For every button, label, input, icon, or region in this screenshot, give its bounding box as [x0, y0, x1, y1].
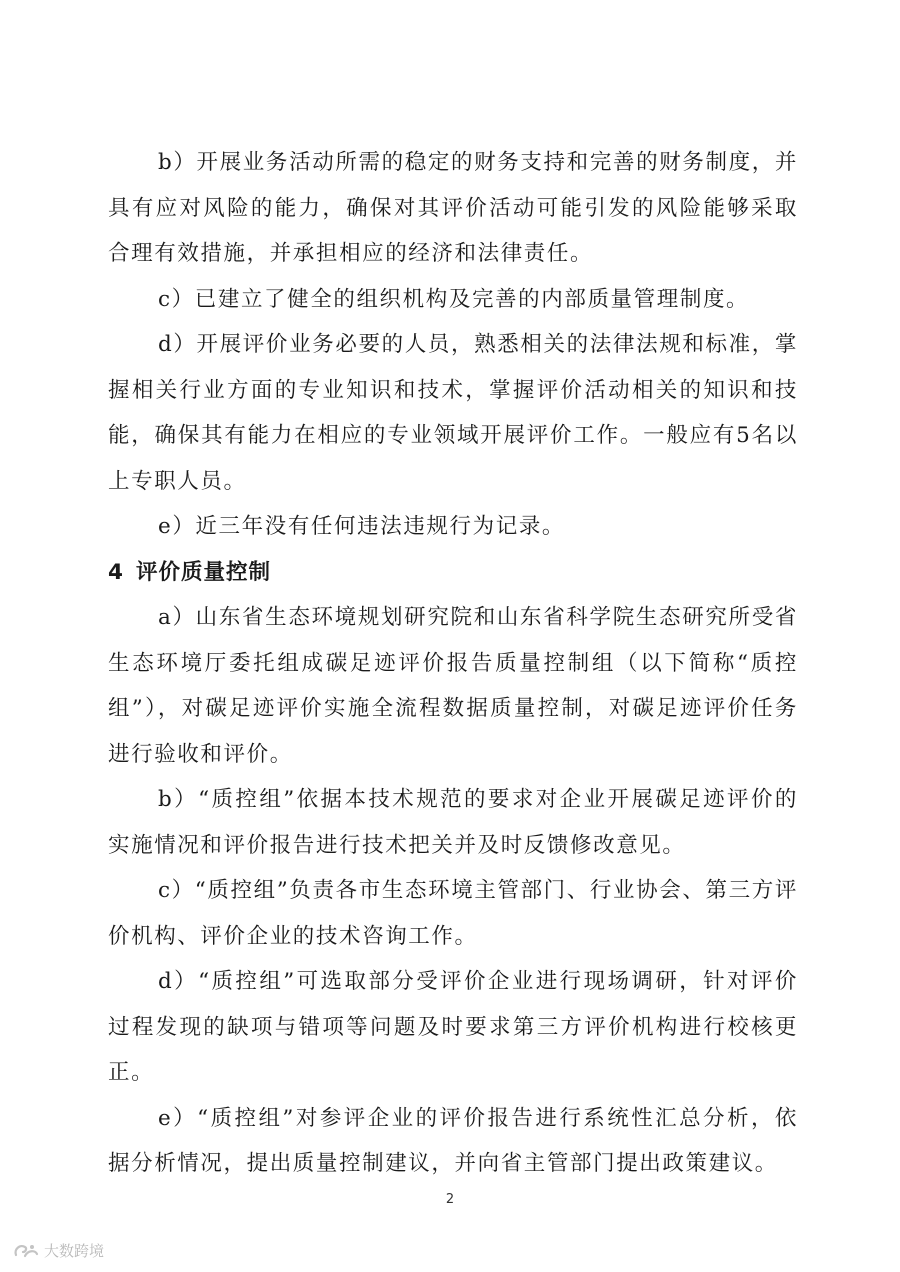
page-number: 2	[445, 1192, 455, 1207]
paragraph-d-personnel: d）开展评价业务必要的人员，熟悉相关的法律法规和标准，掌握相关行业方面的专业知识和技术，掌握评价活动相关的知识和技能，确保其有能力在相应的专业领域开展评价工作。一般应有5名以上专职人员。	[108, 332, 798, 494]
watermark	[12, 1240, 104, 1261]
paragraph-qc-e: e）“质控组”对参评企业的评价报告进行系统性汇总分析，依据分析情况，提出质量控制建议，并向省主管部门提出政策建议。	[108, 1105, 798, 1176]
paragraph-b-finance: b）开展业务活动所需的稳定的财务支持和完善的财务制度，并具有应对风险的能力，确保对其评价活动可能引发的风险能够采取合理有效措施，并承担相应的经济和法律责任。	[108, 150, 798, 266]
section-heading	[108, 550, 798, 596]
paragraph-qc-a: a）山东省生态环境规划研究院和山东省科学院生态研究所受省生态环境厅委托组成碳足迹评价报告质量控制组（以下简称“质控组”），对碳足迹评价实施全流程数据质量控制，对碳足迹评价任务进行验收和评价。	[108, 605, 798, 767]
paragraph-qc-d: d）“质控组”可选取部分受评价企业进行现场调研，针对评价过程发现的缺项与错项等问题及时要求第三方评价机构进行校核更正。	[108, 969, 798, 1085]
paragraph-c-organization: c）已建立了健全的组织机构及完善的内部质量管理制度。	[158, 286, 750, 312]
paragraph-qc-b: b）“质控组”依据本技术规范的要求对企业开展碳足迹评价的实施情况和评价报告进行技术把关并及时反馈修改意见。	[108, 787, 798, 858]
section-number: 4	[108, 559, 124, 585]
watermark-text: 大数跨境	[44, 1242, 105, 1260]
section-title: 评价质量控制	[136, 559, 272, 585]
brand-logo-icon	[12, 1241, 40, 1261]
document-body	[108, 140, 798, 1187]
paragraph-e-record: e）近三年没有任何违法违规行为记录。	[158, 514, 566, 539]
paragraph-qc-c: c）“质控组”负责各市生态环境主管部门、行业协会、第三方评价机构、评价企业的技术咨询工作。	[108, 878, 798, 949]
